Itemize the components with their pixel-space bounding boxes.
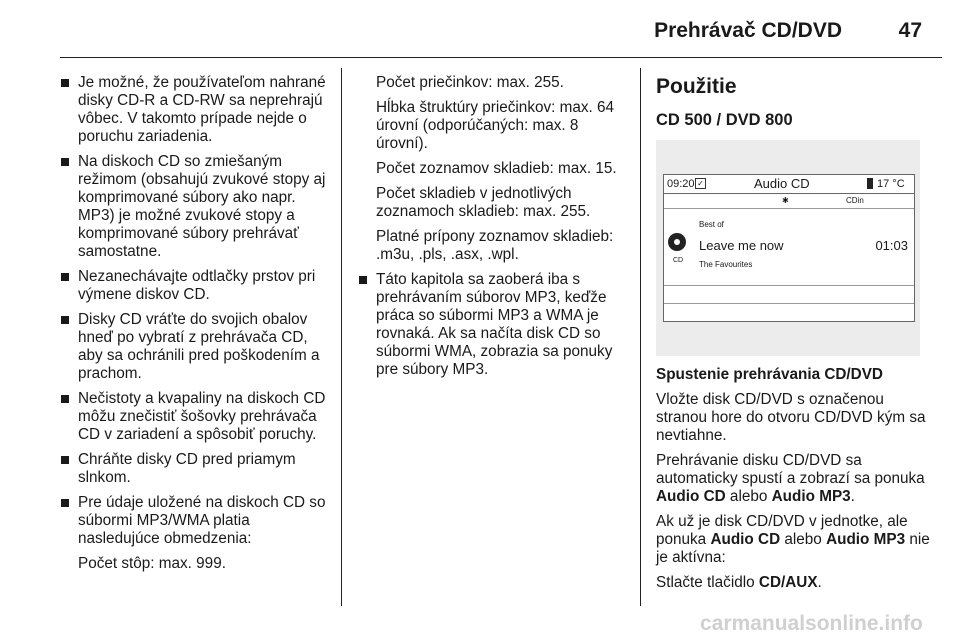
- list-item: Pre údaje uložené na diskoch CD so súbormi MP3/WMA platia nasledujúce obmedzenia:: [58, 494, 330, 548]
- watermark: carmanualsonline.info: [700, 612, 923, 635]
- list-item: Táto kapitola sa zaoberá iba s prehrávaním súborov MP3, keďže práca so súbormi MP3 a WMA je rovnaká. Ak sa načíta disk CD so súbormi WMA, zobrazia sa ponuky pre súbory MP3.: [356, 271, 628, 379]
- column-divider-2: [640, 68, 641, 606]
- bullet-icon: [61, 158, 69, 166]
- paragraph: Vložte disk CD/DVD s označenou stranou hore do otvoru CD/DVD kým sa nevtiahne.: [656, 391, 926, 444]
- bullet-icon: [61, 499, 69, 507]
- bullet-icon: [61, 273, 69, 281]
- display-illustration: [656, 140, 920, 356]
- bullet-icon: [61, 79, 69, 87]
- source-label: CD: [673, 257, 684, 264]
- cd-in-indicator: CDin: [846, 196, 864, 205]
- bullet-icon: [61, 316, 69, 324]
- column-divider-1: [341, 68, 342, 606]
- paragraph: Prehrávanie disku CD/DVD sa automaticky spustí a zobrazí sa ponuka Audio CD alebo Audio MP3.: [656, 452, 925, 505]
- header-rule: [60, 57, 942, 58]
- album-name: Best of: [699, 220, 724, 229]
- menu-name: Audio CD: [710, 531, 781, 548]
- paragraph: Počet skladieb v jednotlivých zoznamoch skladieb: max. 255.: [376, 185, 591, 220]
- column-left: [58, 74, 330, 580]
- screen-time: 09:20: [667, 178, 695, 190]
- cd-disc-hole: [674, 239, 680, 245]
- track-title: Leave me now: [699, 238, 784, 253]
- list-item: Na diskoch CD so zmiešaným režimom (obsahujú zvukové stopy aj komprimované súbory ako napr. MP3) je možné zvukové stopy a komprimované súbory prehrávať samostatne.: [58, 153, 330, 261]
- subsection-heading: CD 500 / DVD 800: [656, 111, 793, 129]
- screen-title: Audio CD: [754, 176, 810, 191]
- menu-name: Audio MP3: [826, 531, 906, 548]
- paragraph: Počet priečinkov: max. 255.: [376, 74, 564, 91]
- paragraph: Platné prípony zoznamov skladieb: .m3u, .pls, .asx, .wpl.: [376, 228, 614, 263]
- section-heading: Použitie: [656, 75, 737, 98]
- screen-top-bar: [664, 175, 914, 194]
- paragraph: Počet zoznamov skladieb: max. 15.: [376, 160, 617, 177]
- track-time: 01:03: [875, 238, 908, 253]
- check-icon: ✓: [695, 178, 706, 189]
- paragraph: Ak už je disk CD/DVD v jednotke, ale ponuka Audio CD alebo Audio MP3 nie je aktívna:: [656, 513, 930, 566]
- screen-temperature: 17 °C: [877, 178, 905, 190]
- paragraph: Počet stôp: max. 999.: [78, 555, 226, 572]
- page-title: Prehrávač CD/DVD: [654, 19, 842, 42]
- battery-icon: [867, 178, 873, 189]
- list-item: Nečistoty a kvapaliny na diskoch CD môžu znečistiť šošovky prehrávača CD v zariadení a spôsobiť poruchy.: [58, 390, 330, 444]
- list-item: Disky CD vráťte do svojich obalov hneď po vybratí z prehrávača CD, aby sa ochránili pred poškodením a prachom.: [58, 311, 330, 383]
- screen-divider: [664, 285, 914, 286]
- list-item: Chráňte disky CD pred priamym slnkom.: [58, 451, 330, 487]
- screen-status-bar: [664, 194, 914, 209]
- bluetooth-icon: ✱: [782, 196, 789, 205]
- column-right-lower: [656, 366, 934, 599]
- menu-name: Audio MP3: [771, 488, 851, 505]
- subsection-heading: Spustenie prehrávania CD/DVD: [656, 366, 883, 383]
- menu-name: Audio CD: [656, 488, 726, 505]
- audio-cd-screen: [663, 174, 915, 322]
- column-middle: [356, 74, 628, 386]
- screen-divider: [664, 303, 914, 304]
- list-item: Je možné, že používateľom nahrané disky CD-R a CD-RW sa neprehrajú vôbec. V takomto prípade nejde o poruchu zariadenia.: [58, 74, 330, 146]
- paragraph: Stlačte tlačidlo CD/AUX.: [656, 574, 822, 591]
- bullet-icon: [359, 276, 367, 284]
- artist-name: The Favourites: [699, 260, 753, 269]
- paragraph: Hĺbka štruktúry priečinkov: max. 64 úrovní (odporúčaných: max. 8 úrovní).: [376, 99, 615, 152]
- list-item: Nezanechávajte odtlačky prstov pri výmene diskov CD.: [58, 268, 330, 304]
- page-number: 47: [898, 19, 922, 42]
- button-name: CD/AUX: [758, 574, 818, 591]
- bullet-icon: [61, 395, 69, 403]
- bullet-icon: [61, 456, 69, 464]
